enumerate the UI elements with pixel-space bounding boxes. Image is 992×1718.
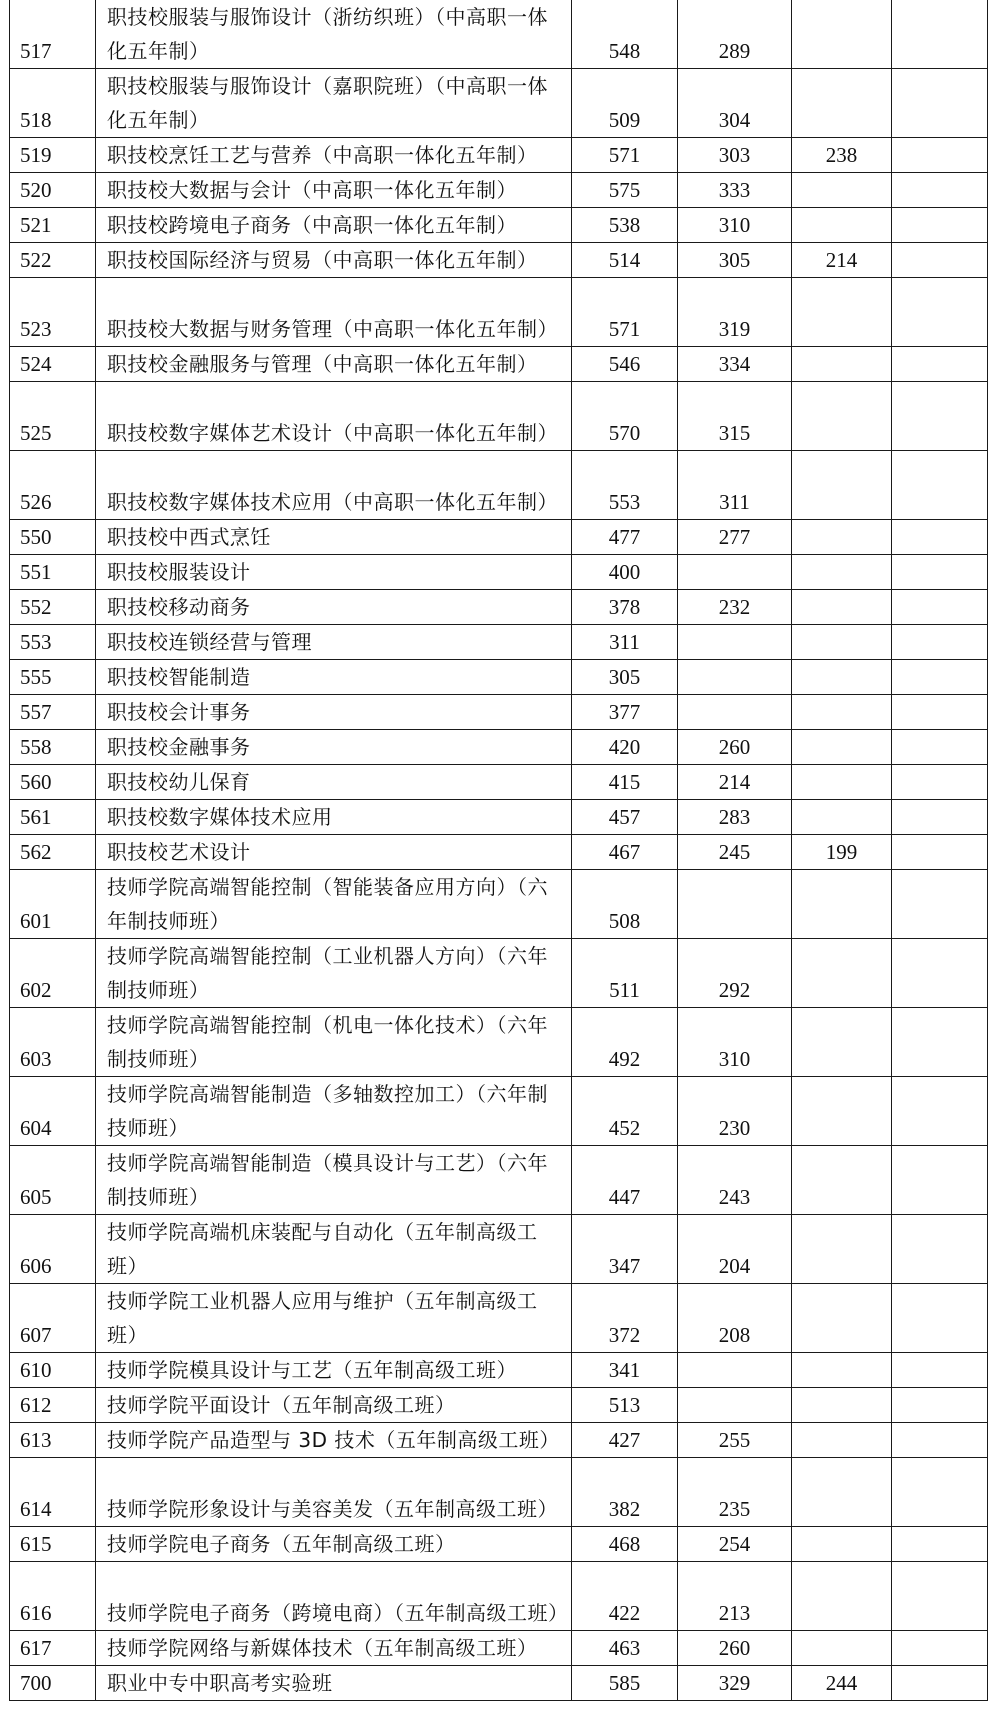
cell-score-3 <box>792 1562 892 1631</box>
cell-score-4 <box>892 660 988 695</box>
cell-program-name: 技师学院高端智能控制（智能装备应用方向）（六年制技师班） <box>96 870 572 939</box>
cell-score-3 <box>792 590 892 625</box>
cell-program-name: 职技校数字媒体技术应用 <box>96 800 572 835</box>
cell-program-name: 职技校中西式烹饪 <box>96 520 572 555</box>
cell-program-name: 职技校大数据与会计（中高职一体化五年制） <box>96 173 572 208</box>
table-row <box>10 800 988 835</box>
cell-score-4 <box>892 590 988 625</box>
cell-program-name: 技师学院模具设计与工艺（五年制高级工班） <box>96 1353 572 1388</box>
cell-score-4 <box>892 1423 988 1458</box>
table-row <box>10 625 988 660</box>
cell-score-4 <box>892 1284 988 1353</box>
cell-score-4 <box>892 730 988 765</box>
table-body <box>10 0 988 1701</box>
cell-code: 602 <box>10 939 96 1008</box>
table-row <box>10 69 988 138</box>
cell-score-3 <box>792 800 892 835</box>
cell-score-4 <box>892 555 988 590</box>
cell-score-4 <box>892 1077 988 1146</box>
table-row <box>10 1631 988 1666</box>
cell-score-3 <box>792 451 892 520</box>
cell-score-3 <box>792 1631 892 1666</box>
cell-score-2: 329 <box>678 1666 792 1701</box>
table-row <box>10 1458 988 1527</box>
cell-code: 551 <box>10 555 96 590</box>
cell-score-2: 213 <box>678 1562 792 1631</box>
cell-score-1: 468 <box>572 1527 678 1562</box>
cell-program-name: 职技校大数据与财务管理（中高职一体化五年制） <box>96 278 572 347</box>
cell-score-3 <box>792 1388 892 1423</box>
cell-score-2: 333 <box>678 173 792 208</box>
cell-score-2: 232 <box>678 590 792 625</box>
cell-score-4 <box>892 800 988 835</box>
cell-score-1: 305 <box>572 660 678 695</box>
cell-score-2: 230 <box>678 1077 792 1146</box>
cell-code: 555 <box>10 660 96 695</box>
cell-code: 560 <box>10 765 96 800</box>
cell-score-1: 378 <box>572 590 678 625</box>
cell-score-1: 538 <box>572 208 678 243</box>
cell-score-3 <box>792 1458 892 1527</box>
cell-score-3 <box>792 870 892 939</box>
cell-score-1: 420 <box>572 730 678 765</box>
table-row <box>10 555 988 590</box>
cell-score-2: 310 <box>678 208 792 243</box>
cell-program-name: 技师学院高端智能控制（工业机器人方向）（六年制技师班） <box>96 939 572 1008</box>
cell-score-1: 570 <box>572 382 678 451</box>
cell-score-4 <box>892 243 988 278</box>
cell-score-2: 255 <box>678 1423 792 1458</box>
cell-program-name: 职技校金融服务与管理（中高职一体化五年制） <box>96 347 572 382</box>
cell-program-name: 技师学院高端机床装配与自动化（五年制高级工班） <box>96 1215 572 1284</box>
cell-score-2 <box>678 660 792 695</box>
cell-score-1: 514 <box>572 243 678 278</box>
cell-code: 601 <box>10 870 96 939</box>
cell-code: 700 <box>10 1666 96 1701</box>
table-row <box>10 1077 988 1146</box>
cell-score-4 <box>892 695 988 730</box>
cell-score-2: 245 <box>678 835 792 870</box>
cell-score-3 <box>792 347 892 382</box>
cell-program-name: 职技校会计事务 <box>96 695 572 730</box>
cell-code: 518 <box>10 69 96 138</box>
cell-score-4 <box>892 451 988 520</box>
cell-code: 603 <box>10 1008 96 1077</box>
cell-score-3 <box>792 555 892 590</box>
cell-score-1: 509 <box>572 69 678 138</box>
cell-score-2: 235 <box>678 1458 792 1527</box>
cell-program-name: 职技校数字媒体艺术设计（中高职一体化五年制） <box>96 382 572 451</box>
cell-program-name: 职技校连锁经营与管理 <box>96 625 572 660</box>
cell-score-1: 452 <box>572 1077 678 1146</box>
table-row <box>10 835 988 870</box>
cell-score-2: 315 <box>678 382 792 451</box>
cell-score-4 <box>892 347 988 382</box>
table-row <box>10 1284 988 1353</box>
cell-score-1: 546 <box>572 347 678 382</box>
cell-code: 612 <box>10 1388 96 1423</box>
admission-score-table <box>9 0 988 1701</box>
cell-score-1: 553 <box>572 451 678 520</box>
cell-score-3 <box>792 660 892 695</box>
cell-score-1: 341 <box>572 1353 678 1388</box>
cell-program-name: 技师学院高端智能制造（多轴数控加工）（六年制技师班） <box>96 1077 572 1146</box>
table-row <box>10 1423 988 1458</box>
cell-score-1: 511 <box>572 939 678 1008</box>
cell-score-2 <box>678 625 792 660</box>
cell-code: 522 <box>10 243 96 278</box>
cell-score-4 <box>892 520 988 555</box>
cell-program-name: 职技校服装与服饰设计（浙纺织班）（中高职一体化五年制） <box>96 0 572 69</box>
cell-score-4 <box>892 382 988 451</box>
cell-program-name: 技师学院工业机器人应用与维护（五年制高级工班） <box>96 1284 572 1353</box>
cell-program-name: 职技校服装与服饰设计（嘉职院班）（中高职一体化五年制） <box>96 69 572 138</box>
cell-program-name: 职技校烹饪工艺与营养（中高职一体化五年制） <box>96 138 572 173</box>
cell-score-3 <box>792 278 892 347</box>
cell-score-1: 571 <box>572 278 678 347</box>
cell-score-1: 571 <box>572 138 678 173</box>
cell-score-2: 204 <box>678 1215 792 1284</box>
cell-score-4 <box>892 278 988 347</box>
table-row <box>10 347 988 382</box>
cell-program-name: 职业中专中职高考实验班 <box>96 1666 572 1701</box>
table-row <box>10 1008 988 1077</box>
cell-code: 558 <box>10 730 96 765</box>
cell-code: 617 <box>10 1631 96 1666</box>
cell-score-4 <box>892 173 988 208</box>
cell-score-2: 277 <box>678 520 792 555</box>
cell-code: 615 <box>10 1527 96 1562</box>
cell-code: 519 <box>10 138 96 173</box>
table-row <box>10 451 988 520</box>
cell-score-1: 372 <box>572 1284 678 1353</box>
cell-program-name: 职技校智能制造 <box>96 660 572 695</box>
cell-code: 525 <box>10 382 96 451</box>
cell-score-2: 310 <box>678 1008 792 1077</box>
cell-score-3 <box>792 1077 892 1146</box>
cell-score-1: 447 <box>572 1146 678 1215</box>
cell-score-3 <box>792 765 892 800</box>
cell-code: 550 <box>10 520 96 555</box>
cell-score-3 <box>792 1423 892 1458</box>
cell-score-2: 289 <box>678 0 792 69</box>
cell-score-1: 382 <box>572 1458 678 1527</box>
cell-score-4 <box>892 138 988 173</box>
cell-score-2 <box>678 1353 792 1388</box>
cell-score-1: 508 <box>572 870 678 939</box>
table-row <box>10 939 988 1008</box>
cell-score-1: 400 <box>572 555 678 590</box>
cell-code: 614 <box>10 1458 96 1527</box>
cell-score-4 <box>892 1458 988 1527</box>
cell-code: 605 <box>10 1146 96 1215</box>
table-row <box>10 382 988 451</box>
cell-score-2: 214 <box>678 765 792 800</box>
cell-score-4 <box>892 1631 988 1666</box>
table-row <box>10 730 988 765</box>
cell-score-4 <box>892 1388 988 1423</box>
cell-program-name: 技师学院形象设计与美容美发（五年制高级工班） <box>96 1458 572 1527</box>
cell-score-2: 260 <box>678 1631 792 1666</box>
cell-code: 562 <box>10 835 96 870</box>
cell-score-1: 377 <box>572 695 678 730</box>
cell-score-3 <box>792 939 892 1008</box>
cell-score-4 <box>892 835 988 870</box>
cell-score-3 <box>792 69 892 138</box>
cell-score-2: 243 <box>678 1146 792 1215</box>
cell-score-2: 208 <box>678 1284 792 1353</box>
cell-score-2: 334 <box>678 347 792 382</box>
table-row <box>10 278 988 347</box>
cell-score-3: 238 <box>792 138 892 173</box>
table-row <box>10 590 988 625</box>
cell-score-3 <box>792 520 892 555</box>
cell-score-2: 303 <box>678 138 792 173</box>
table-row <box>10 243 988 278</box>
cell-score-2 <box>678 695 792 730</box>
cell-code: 520 <box>10 173 96 208</box>
cell-score-2: 305 <box>678 243 792 278</box>
cell-score-4 <box>892 1353 988 1388</box>
cell-code: 526 <box>10 451 96 520</box>
cell-score-3: 199 <box>792 835 892 870</box>
cell-score-1: 477 <box>572 520 678 555</box>
table-row <box>10 208 988 243</box>
cell-score-4 <box>892 765 988 800</box>
cell-score-3 <box>792 208 892 243</box>
cell-score-3 <box>792 1284 892 1353</box>
cell-score-4 <box>892 0 988 69</box>
table-row <box>10 765 988 800</box>
cell-score-2 <box>678 555 792 590</box>
table-row <box>10 695 988 730</box>
cell-score-1: 347 <box>572 1215 678 1284</box>
cell-code: 523 <box>10 278 96 347</box>
table-row <box>10 1527 988 1562</box>
table-row <box>10 173 988 208</box>
cell-score-2: 260 <box>678 730 792 765</box>
cell-program-name: 职技校跨境电子商务（中高职一体化五年制） <box>96 208 572 243</box>
cell-score-4 <box>892 939 988 1008</box>
cell-program-name: 职技校幼儿保育 <box>96 765 572 800</box>
table-row <box>10 1146 988 1215</box>
cell-score-2: 311 <box>678 451 792 520</box>
table-row <box>10 1353 988 1388</box>
table-row <box>10 1666 988 1701</box>
cell-score-1: 422 <box>572 1562 678 1631</box>
table-row <box>10 870 988 939</box>
cell-score-2 <box>678 870 792 939</box>
cell-score-4 <box>892 1146 988 1215</box>
cell-score-2: 292 <box>678 939 792 1008</box>
cell-score-2: 304 <box>678 69 792 138</box>
cell-program-name: 技师学院电子商务（五年制高级工班） <box>96 1527 572 1562</box>
cell-code: 613 <box>10 1423 96 1458</box>
cell-score-3 <box>792 695 892 730</box>
cell-code: 610 <box>10 1353 96 1388</box>
cell-score-3 <box>792 1008 892 1077</box>
table-row <box>10 138 988 173</box>
cell-score-3: 214 <box>792 243 892 278</box>
cell-score-4 <box>892 1215 988 1284</box>
cell-score-3: 244 <box>792 1666 892 1701</box>
cell-program-name: 技师学院高端智能控制（机电一体化技术）（六年制技师班） <box>96 1008 572 1077</box>
cell-program-name: 技师学院电子商务（跨境电商）（五年制高级工班） <box>96 1562 572 1631</box>
cell-score-1: 492 <box>572 1008 678 1077</box>
cell-score-3 <box>792 1146 892 1215</box>
cell-program-name: 职技校移动商务 <box>96 590 572 625</box>
cell-score-1: 457 <box>572 800 678 835</box>
cell-score-2: 283 <box>678 800 792 835</box>
cell-program-name: 技师学院网络与新媒体技术（五年制高级工班） <box>96 1631 572 1666</box>
cell-score-3 <box>792 1527 892 1562</box>
cell-score-3 <box>792 1353 892 1388</box>
cell-score-2: 319 <box>678 278 792 347</box>
table-row <box>10 520 988 555</box>
cell-score-1: 467 <box>572 835 678 870</box>
table-row <box>10 1388 988 1423</box>
cell-score-2 <box>678 1388 792 1423</box>
cell-score-4 <box>892 870 988 939</box>
cell-code: 557 <box>10 695 96 730</box>
cell-score-1: 427 <box>572 1423 678 1458</box>
cell-code: 552 <box>10 590 96 625</box>
cell-score-1: 575 <box>572 173 678 208</box>
cell-code: 521 <box>10 208 96 243</box>
cell-code: 616 <box>10 1562 96 1631</box>
cell-score-3 <box>792 173 892 208</box>
cell-score-1: 513 <box>572 1388 678 1423</box>
table-row <box>10 1215 988 1284</box>
cell-program-name: 职技校国际经济与贸易（中高职一体化五年制） <box>96 243 572 278</box>
cell-code: 607 <box>10 1284 96 1353</box>
cell-program-name: 职技校服装设计 <box>96 555 572 590</box>
cell-code: 517 <box>10 0 96 69</box>
cell-score-3 <box>792 382 892 451</box>
cell-score-1: 548 <box>572 0 678 69</box>
cell-score-4 <box>892 208 988 243</box>
cell-score-4 <box>892 1008 988 1077</box>
cell-program-name: 职技校数字媒体技术应用（中高职一体化五年制） <box>96 451 572 520</box>
cell-code: 553 <box>10 625 96 660</box>
cell-code: 606 <box>10 1215 96 1284</box>
cell-score-4 <box>892 1666 988 1701</box>
cell-score-4 <box>892 1527 988 1562</box>
cell-program-name: 技师学院平面设计（五年制高级工班） <box>96 1388 572 1423</box>
table-row <box>10 1562 988 1631</box>
cell-score-3 <box>792 625 892 660</box>
cell-code: 604 <box>10 1077 96 1146</box>
cell-score-3 <box>792 0 892 69</box>
cell-score-1: 311 <box>572 625 678 660</box>
cell-score-4 <box>892 1562 988 1631</box>
cell-score-1: 415 <box>572 765 678 800</box>
cell-score-1: 463 <box>572 1631 678 1666</box>
cell-score-2: 254 <box>678 1527 792 1562</box>
cell-score-4 <box>892 625 988 660</box>
table-row <box>10 0 988 69</box>
cell-code: 561 <box>10 800 96 835</box>
cell-score-3 <box>792 730 892 765</box>
cell-code: 524 <box>10 347 96 382</box>
cell-program-name: 职技校艺术设计 <box>96 835 572 870</box>
cell-program-name: 技师学院产品造型与 3D 技术（五年制高级工班） <box>96 1423 572 1458</box>
cell-program-name: 职技校金融事务 <box>96 730 572 765</box>
table-row <box>10 660 988 695</box>
cell-score-4 <box>892 69 988 138</box>
cell-score-1: 585 <box>572 1666 678 1701</box>
cell-program-name: 技师学院高端智能制造（模具设计与工艺）（六年制技师班） <box>96 1146 572 1215</box>
cell-score-3 <box>792 1215 892 1284</box>
